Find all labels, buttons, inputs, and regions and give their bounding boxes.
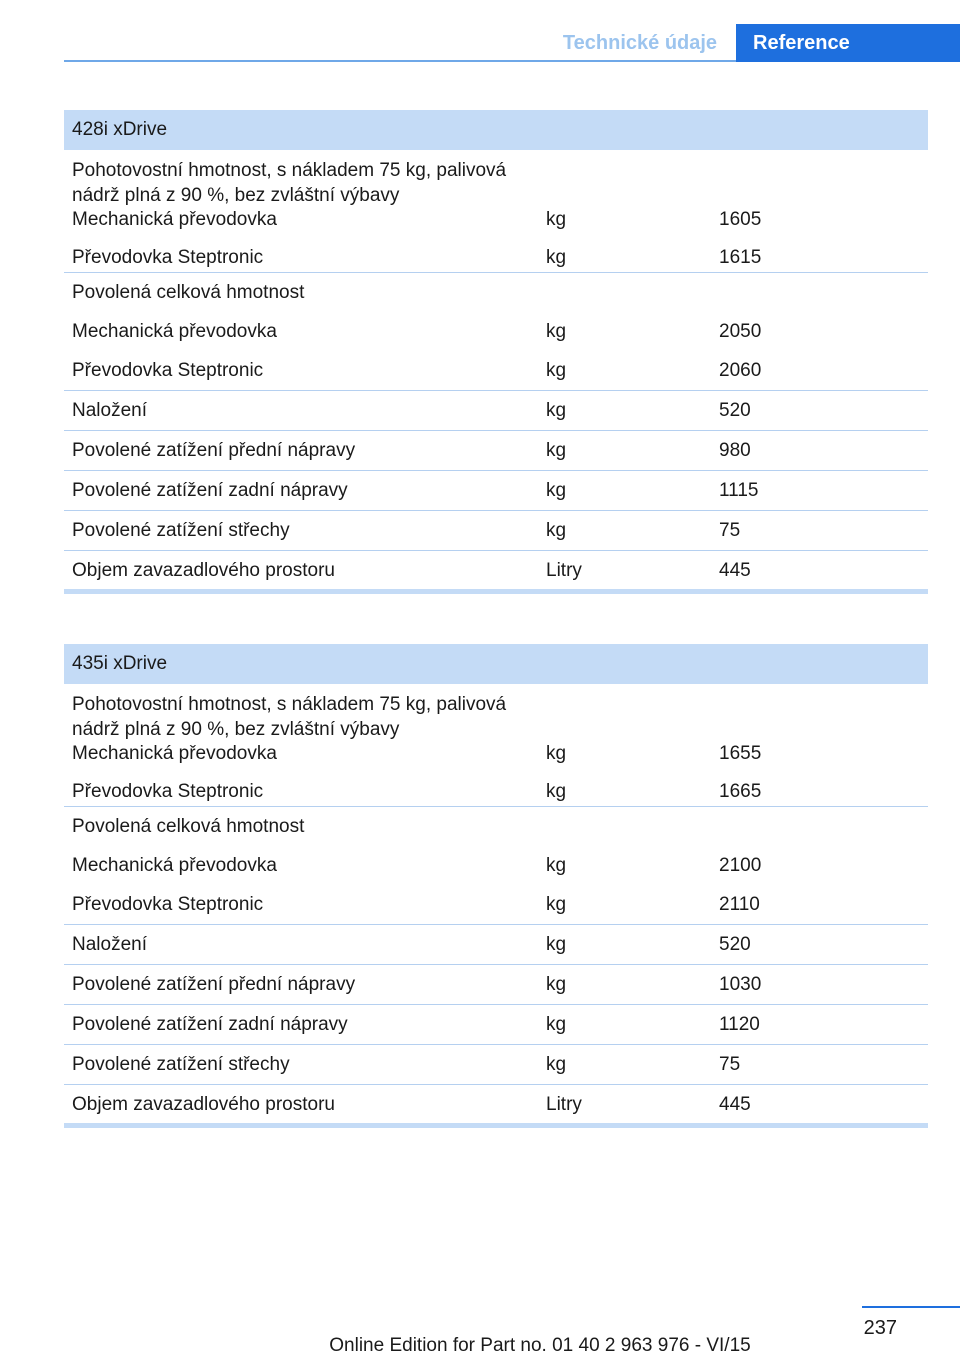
- row-value: 2060: [719, 360, 762, 381]
- row-value: 1030: [719, 974, 762, 995]
- row-label: Převodovka Steptronic: [72, 894, 264, 915]
- row-unit: kg: [546, 480, 567, 501]
- section-tab[interactable]: Technické údaje: [562, 32, 718, 54]
- row-value: 1120: [719, 1014, 760, 1035]
- row-value: 1605: [719, 209, 762, 230]
- table-row: [64, 768, 928, 806]
- row-unit: kg: [546, 1014, 567, 1035]
- table-row: [64, 390, 928, 430]
- table-row: [64, 924, 928, 964]
- row-label: Povolené zatížení zadní nápravy: [72, 1014, 348, 1035]
- row-value: 980: [719, 440, 751, 461]
- curb-weight-label: Pohotovostní hmotnost, s nákladem 75 kg, palivová nádrž plná z 90 %, bez zvláštní výbavy: [72, 694, 507, 740]
- row-label: Povolené zatížení přední nápravy: [72, 974, 356, 995]
- table-row: [64, 885, 928, 924]
- row-unit: kg: [546, 934, 567, 955]
- table-row: [64, 272, 928, 312]
- table-end-bar: [64, 589, 928, 594]
- row-label: Naložení: [72, 934, 147, 955]
- table-title: 428i xDrive: [64, 110, 928, 150]
- chapter-tab[interactable]: Reference: [736, 24, 960, 62]
- table-row: [64, 806, 928, 846]
- page-number-rule: [862, 1306, 960, 1308]
- table-row: [64, 234, 928, 272]
- row-unit: kg: [546, 400, 567, 421]
- row-unit: kg: [546, 1054, 567, 1075]
- row-unit: kg: [546, 974, 567, 995]
- row-unit: kg: [546, 321, 567, 342]
- row-value: 75: [719, 520, 741, 541]
- row-unit: kg: [546, 209, 567, 230]
- row-label: Povolené zatížení zadní nápravy: [72, 480, 348, 501]
- spec-table-435i: [64, 644, 928, 1128]
- row-value: 1655: [719, 743, 762, 764]
- page-number: 237: [863, 1317, 897, 1339]
- row-label: Povolené zatížení střechy: [72, 1054, 290, 1075]
- row-unit: kg: [546, 520, 567, 541]
- row-label: Naložení: [72, 400, 147, 421]
- row-unit: kg: [546, 855, 567, 876]
- row-value: 2110: [719, 894, 760, 915]
- row-value: 1665: [719, 781, 762, 802]
- row-label: Objem zavazadlového prostoru: [72, 560, 335, 581]
- table-row: [64, 351, 928, 390]
- table-row: [64, 964, 928, 1004]
- table-row: [64, 1084, 928, 1123]
- row-value: 1115: [719, 480, 759, 501]
- table-row: [64, 510, 928, 550]
- table-row: [64, 846, 928, 885]
- table-row: [64, 196, 928, 234]
- row-label: Převodovka Steptronic: [72, 247, 264, 268]
- spec-table-428i: [64, 110, 928, 594]
- row-label: Povolené zatížení střechy: [72, 520, 290, 541]
- table-row: [64, 684, 928, 740]
- row-label: Mechanická převodovka: [72, 855, 277, 876]
- row-label: Povolené zatížení přední nápravy: [72, 440, 356, 461]
- row-label: Mechanická převodovka: [72, 209, 277, 230]
- row-unit: kg: [546, 743, 567, 764]
- row-unit: kg: [546, 781, 567, 802]
- row-value: 445: [719, 1094, 751, 1115]
- row-unit: kg: [546, 360, 567, 381]
- row-value: 520: [719, 934, 751, 955]
- table-row: [64, 150, 928, 206]
- table-row: [64, 1004, 928, 1044]
- row-unit: kg: [546, 247, 567, 268]
- table-title: 435i xDrive: [64, 644, 928, 684]
- row-value: 1615: [719, 247, 762, 268]
- row-label: Objem zavazadlového prostoru: [72, 1094, 335, 1115]
- row-value: 75: [719, 1054, 741, 1075]
- row-unit: kg: [546, 894, 567, 915]
- row-label: Převodovka Steptronic: [72, 360, 264, 381]
- row-label: Převodovka Steptronic: [72, 781, 264, 802]
- row-value: 445: [719, 560, 751, 581]
- gross-weight-label: Povolená celková hmotnost: [72, 816, 305, 837]
- row-value: 520: [719, 400, 751, 421]
- table-row: [64, 550, 928, 589]
- gross-weight-label: Povolená celková hmotnost: [72, 282, 305, 303]
- row-unit: Litry: [546, 1094, 582, 1115]
- table-row: [64, 470, 928, 510]
- table-row: [64, 430, 928, 470]
- footer-edition-note: Online Edition for Part no. 01 40 2 963 976 - VI/15: [329, 1335, 751, 1356]
- row-value: 2100: [719, 855, 762, 876]
- table-row: [64, 312, 928, 351]
- row-unit: Litry: [546, 560, 582, 581]
- row-label: Mechanická převodovka: [72, 743, 277, 764]
- table-end-bar: [64, 1123, 928, 1128]
- table-row: [64, 1044, 928, 1084]
- row-unit: kg: [546, 440, 567, 461]
- row-label: Mechanická převodovka: [72, 321, 277, 342]
- curb-weight-label: Pohotovostní hmotnost, s nákladem 75 kg, palivová nádrž plná z 90 %, bez zvláštní výbavy: [72, 160, 507, 206]
- table-row: [64, 730, 928, 768]
- row-value: 2050: [719, 321, 762, 342]
